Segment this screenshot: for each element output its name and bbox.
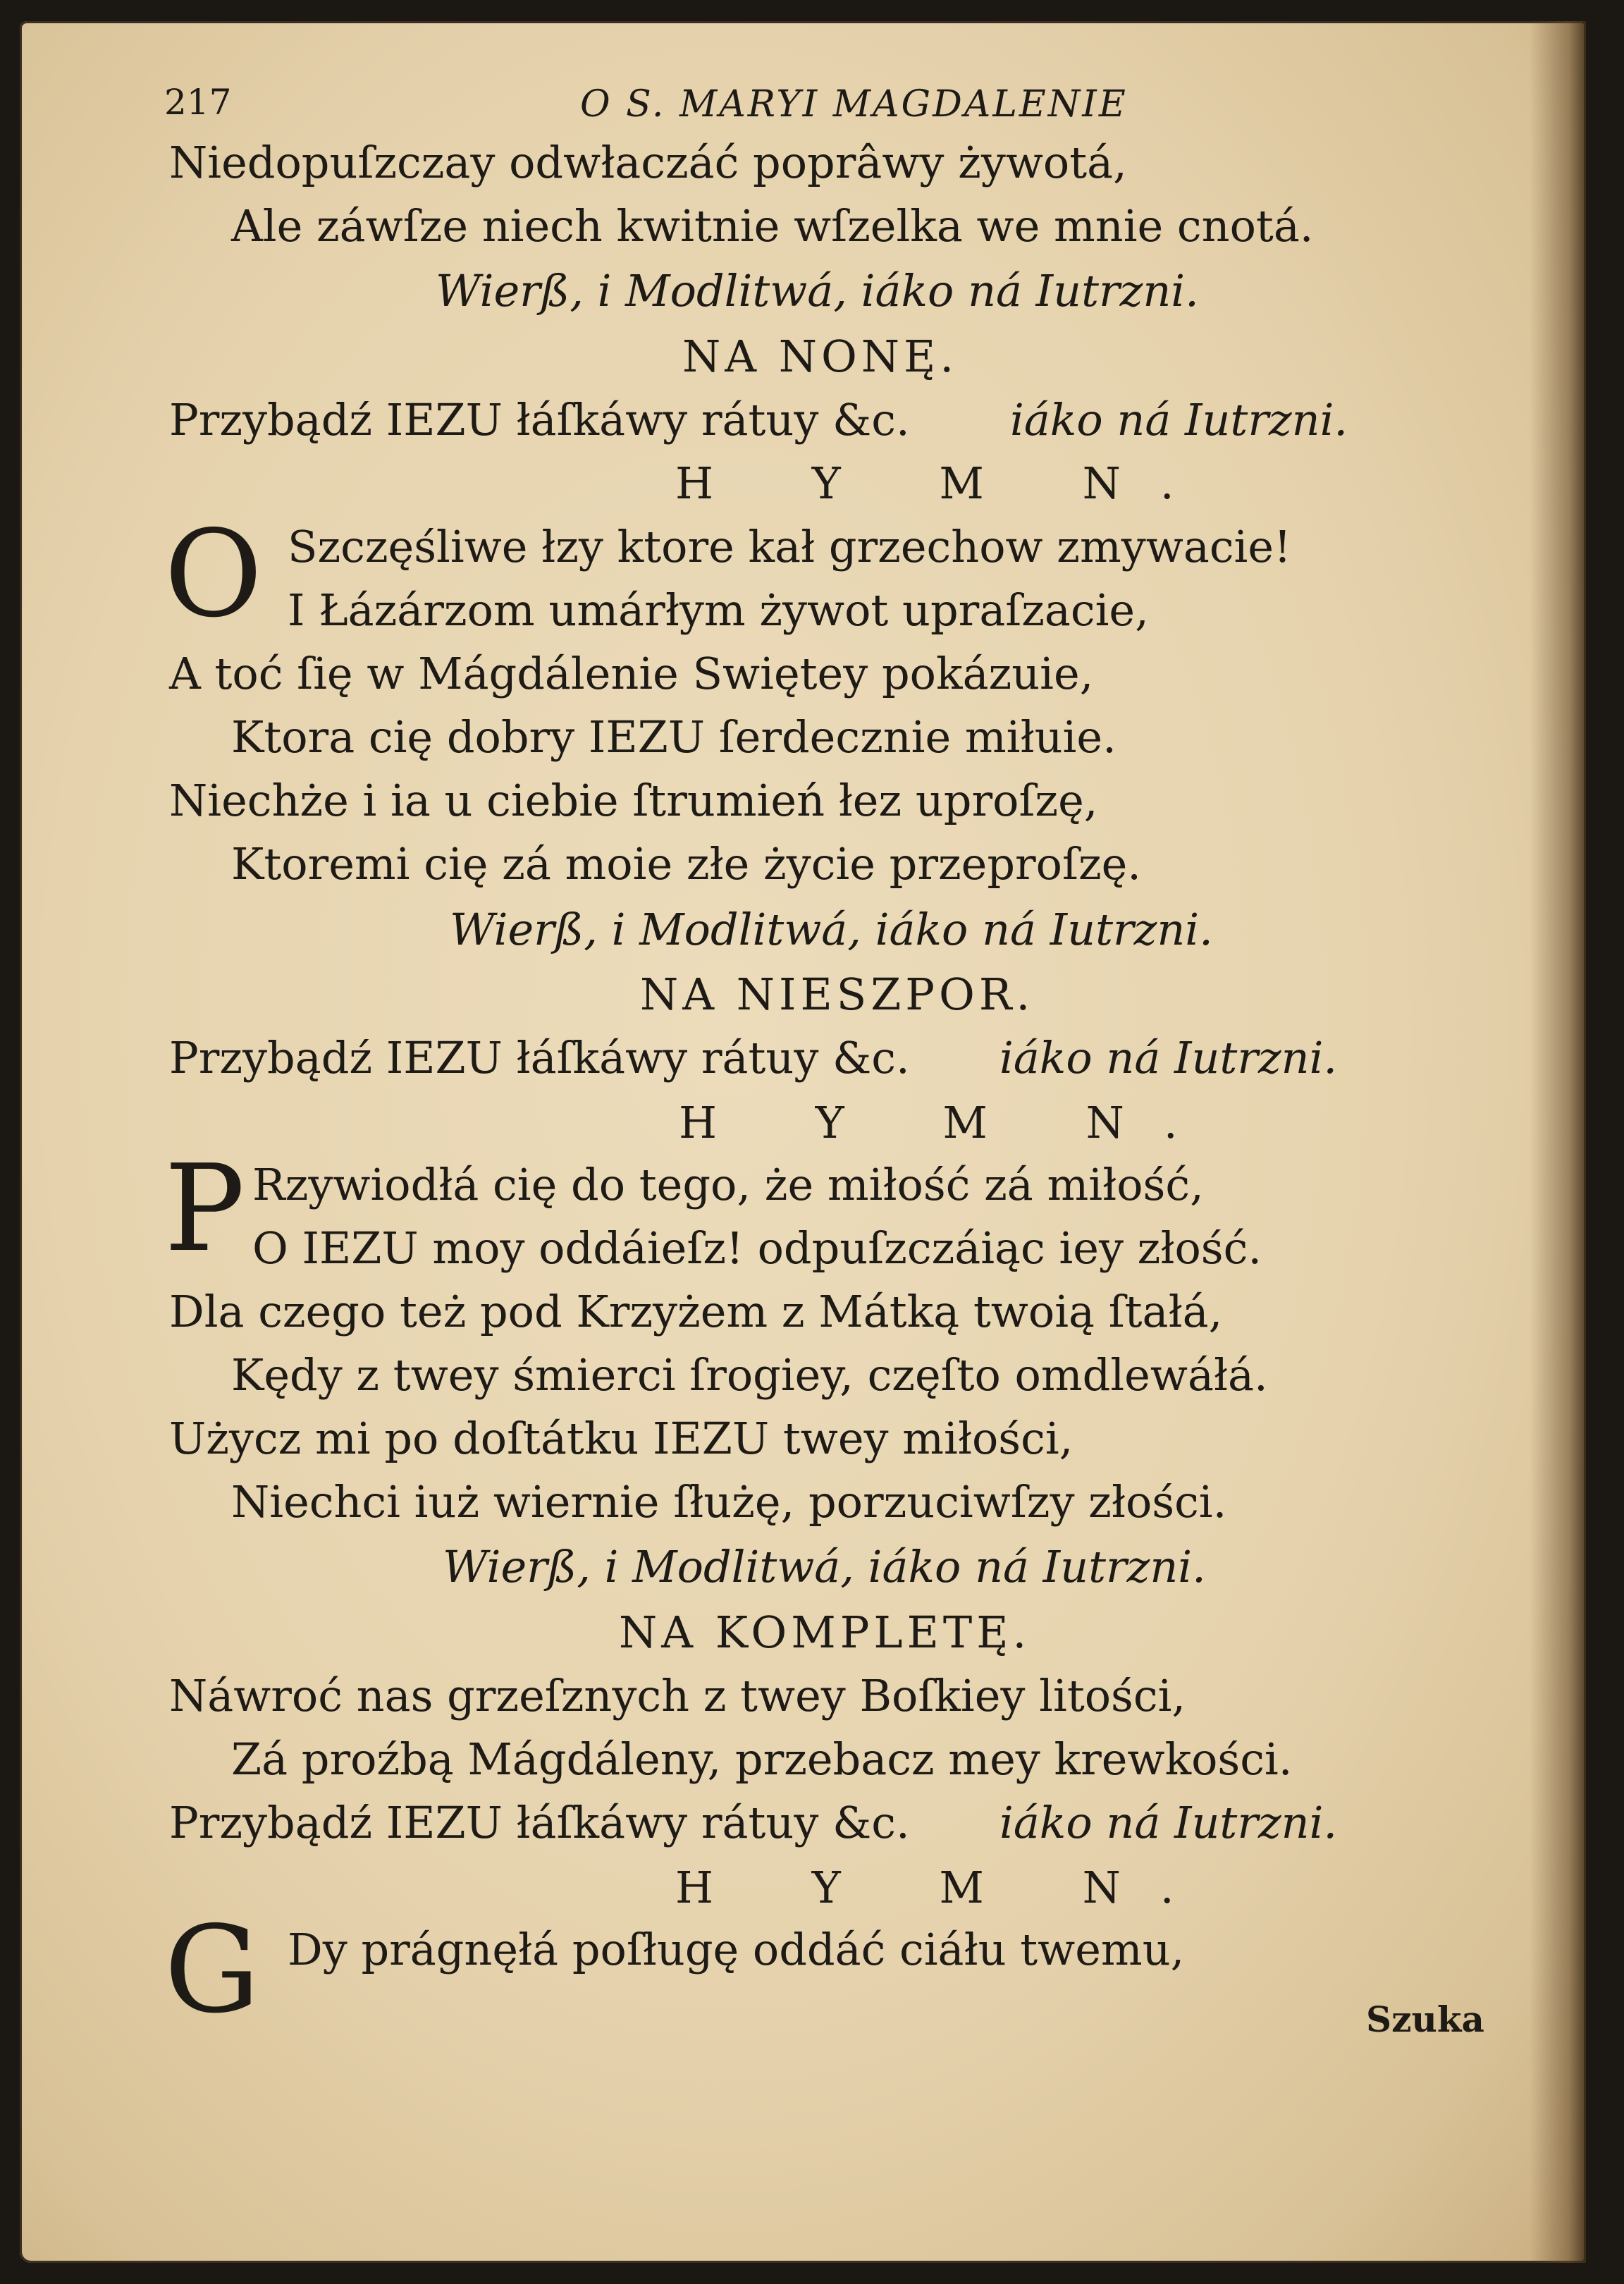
section-heading: NA NIESZPOR.	[640, 969, 1035, 1020]
verse-line: Przybądź IEZU łáſkáwy rátuy &c.	[169, 1797, 910, 1848]
page-gutter-shadow	[1530, 21, 1586, 2263]
drop-cap: G	[164, 1901, 260, 2040]
hymn-heading: H Y M N.	[679, 1097, 1220, 1148]
rubric-line: iáko ná Iutrzni.	[999, 1032, 1338, 1083]
rubric-line: iáko ná Iutrzni.	[999, 1797, 1338, 1848]
book-page	[20, 21, 1586, 2263]
verse-line: O IEZU moy oddáieſz! odpuſzczáiąc iey złość.	[252, 1222, 1262, 1274]
verse-line: Przybądź IEZU łáſkáwy rátuy &c.	[169, 1032, 910, 1083]
page-number: 217	[164, 82, 232, 123]
verse-line: Kędy z twey śmierci ſrogiey, częſto omdlewáłá.	[231, 1349, 1268, 1401]
verse-line: Ktoremi cię zá moie złe życie przeproſzę.	[231, 838, 1142, 890]
verse-line: Zá proźbą Mágdáleny, przebacz mey krewkości.	[231, 1733, 1293, 1785]
rubric-line: Wierß, i Modlitwá, iáko ná Iutrzni.	[436, 265, 1199, 317]
rubric-line: Wierß, i Modlitwá, iáko ná Iutrzni.	[443, 1541, 1206, 1592]
rubric-line: Wierß, i Modlitwá, iáko ná Iutrzni.	[450, 904, 1213, 955]
verse-line: Náwroć nas grzeſznych z twey Boſkiey litości,	[169, 1670, 1186, 1721]
verse-line: Ale záwſze niech kwitnie wſzelka we mnie cnotá.	[231, 200, 1314, 252]
section-heading: NA KOMPLETĘ.	[619, 1607, 1031, 1658]
verse-line: I Łázárzom umárłym żywot upraſzacie,	[288, 584, 1149, 636]
hymn-heading: H Y M N.	[675, 458, 1217, 509]
verse-line: Przybądź IEZU łáſkáwy rátuy &c.	[169, 394, 910, 446]
verse-line: Niechże i ia u ciebie ſtrumień łez uproſzę,	[169, 775, 1098, 826]
verse-line: Dy prágnęłá poſługę oddáć ciáłu twemu,	[288, 1924, 1185, 1975]
running-title: O S. MARYI MAGDALENIE	[580, 83, 1128, 125]
verse-line: Ktora cię dobry IEZU ſerdecznie miłuie.	[231, 711, 1116, 763]
hymn-heading: H Y M N.	[675, 1862, 1217, 1913]
drop-cap: P	[164, 1139, 245, 1279]
catchword: Szuka	[1366, 1998, 1484, 2040]
verse-line: Szczęśliwe łzy ktore kał grzechow zmywacie!	[288, 521, 1291, 572]
verse-line: Dla czego też pod Krzyżem z Mátką twoią ſtałá,	[169, 1286, 1223, 1337]
verse-line: Niechci iuż wiernie ſłużę, porzuciwſzy złości.	[231, 1476, 1227, 1528]
drop-cap: O	[164, 505, 263, 644]
verse-line: Użycz mi po doſtátku IEZU twey miłości,	[169, 1413, 1074, 1464]
rubric-line: iáko ná Iutrzni.	[1010, 394, 1348, 446]
verse-line: Niedopuſzczay odwłaczáć poprâwy żywotá,	[169, 137, 1127, 188]
verse-line: A toć ſię w Mágdálenie Swiętey pokázuie,	[169, 648, 1094, 699]
section-heading: NA NONĘ.	[682, 331, 959, 382]
verse-line: Rzywiodłá cię do tego, że miłość zá miłość,	[252, 1159, 1204, 1210]
